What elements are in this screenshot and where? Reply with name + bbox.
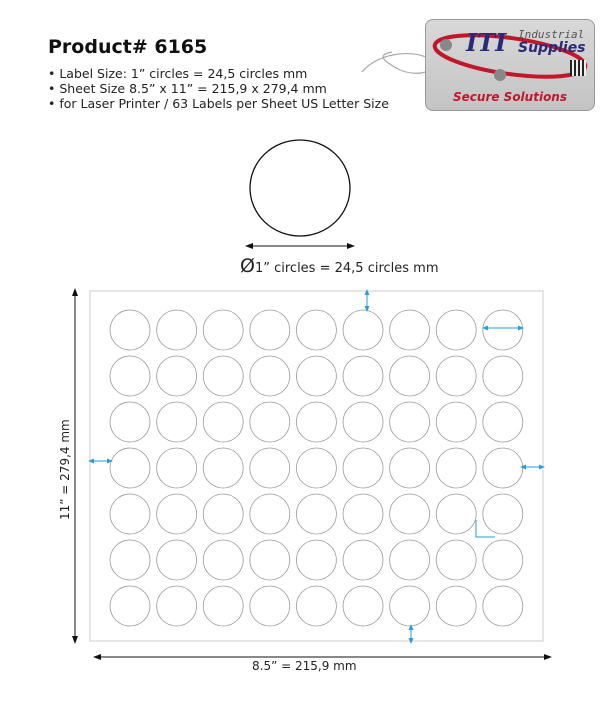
label-circle <box>343 540 383 580</box>
label-circle <box>110 448 150 488</box>
margin-arrows <box>91 292 542 641</box>
iti-logo <box>425 19 595 111</box>
label-circle <box>203 310 243 350</box>
label-circle <box>390 540 430 580</box>
label-circle <box>343 448 383 488</box>
sample-circle <box>250 140 350 236</box>
label-circle <box>390 586 430 626</box>
label-circle <box>250 402 290 442</box>
label-circle <box>390 402 430 442</box>
label-circle <box>390 494 430 534</box>
height-label: 11” = 279,4 mm <box>58 419 72 520</box>
label-circle <box>203 540 243 580</box>
label-circle <box>436 586 476 626</box>
product-title: Product# 6165 <box>48 36 208 58</box>
label-circle <box>390 356 430 396</box>
logo-line2: Supplies <box>518 40 586 56</box>
label-circle <box>483 402 523 442</box>
label-circle <box>157 402 197 442</box>
label-circle <box>203 356 243 396</box>
diameter-caption <box>240 255 439 277</box>
logo-tagline: Secure Solutions <box>453 90 567 104</box>
diameter-symbol: Ø <box>240 255 255 277</box>
sheet-outline <box>90 291 543 641</box>
label-circle <box>250 356 290 396</box>
label-circle <box>110 402 150 442</box>
label-circle <box>343 356 383 396</box>
label-circle <box>250 586 290 626</box>
logo-line1: Industrial <box>518 28 585 41</box>
label-circle <box>203 402 243 442</box>
label-circle <box>296 448 336 488</box>
label-circle <box>110 586 150 626</box>
label-circle <box>250 310 290 350</box>
label-circle <box>157 586 197 626</box>
spec-printer: • for Laser Printer / 63 Labels per Sheet US Letter Size <box>48 96 389 111</box>
label-circle <box>483 356 523 396</box>
label-circle <box>110 494 150 534</box>
label-circle <box>250 448 290 488</box>
label-circle <box>343 310 383 350</box>
label-circle <box>203 494 243 534</box>
label-circle <box>110 310 150 350</box>
label-circle <box>436 356 476 396</box>
label-circle <box>296 356 336 396</box>
label-circle <box>483 494 523 534</box>
label-circle <box>483 586 523 626</box>
logo-brand: ITI <box>466 28 507 57</box>
label-circle <box>250 540 290 580</box>
label-circle <box>203 586 243 626</box>
label-circle <box>343 494 383 534</box>
label-circle <box>436 448 476 488</box>
label-circle <box>157 310 197 350</box>
label-circle <box>390 310 430 350</box>
label-circle <box>157 540 197 580</box>
label-circle <box>110 356 150 396</box>
diameter-label: 1” circles = 24,5 circles mm <box>254 261 439 276</box>
label-circle <box>483 540 523 580</box>
label-circle <box>436 540 476 580</box>
label-circle <box>296 494 336 534</box>
label-circle <box>296 310 336 350</box>
spec-sheet-size: • Sheet Size 8.5” x 11” = 215,9 x 279,4 mm <box>48 81 327 96</box>
label-circle <box>157 494 197 534</box>
label-circle <box>343 586 383 626</box>
width-label: 8.5” = 215,9 mm <box>252 659 357 673</box>
label-circle <box>390 448 430 488</box>
label-circle <box>296 402 336 442</box>
label-circle <box>436 494 476 534</box>
label-circle <box>343 402 383 442</box>
label-circle <box>436 402 476 442</box>
qr-code-icon <box>570 60 586 76</box>
label-circle <box>296 540 336 580</box>
label-circle <box>250 494 290 534</box>
spec-label-size: • Label Size: 1” circles = 24,5 circles mm <box>48 66 308 81</box>
label-grid <box>110 310 523 626</box>
label-circle <box>157 448 197 488</box>
label-circle <box>203 448 243 488</box>
label-circle <box>483 448 523 488</box>
label-circle <box>296 586 336 626</box>
label-circle <box>157 356 197 396</box>
label-circle <box>436 310 476 350</box>
label-circle <box>483 310 523 350</box>
label-circle <box>110 540 150 580</box>
